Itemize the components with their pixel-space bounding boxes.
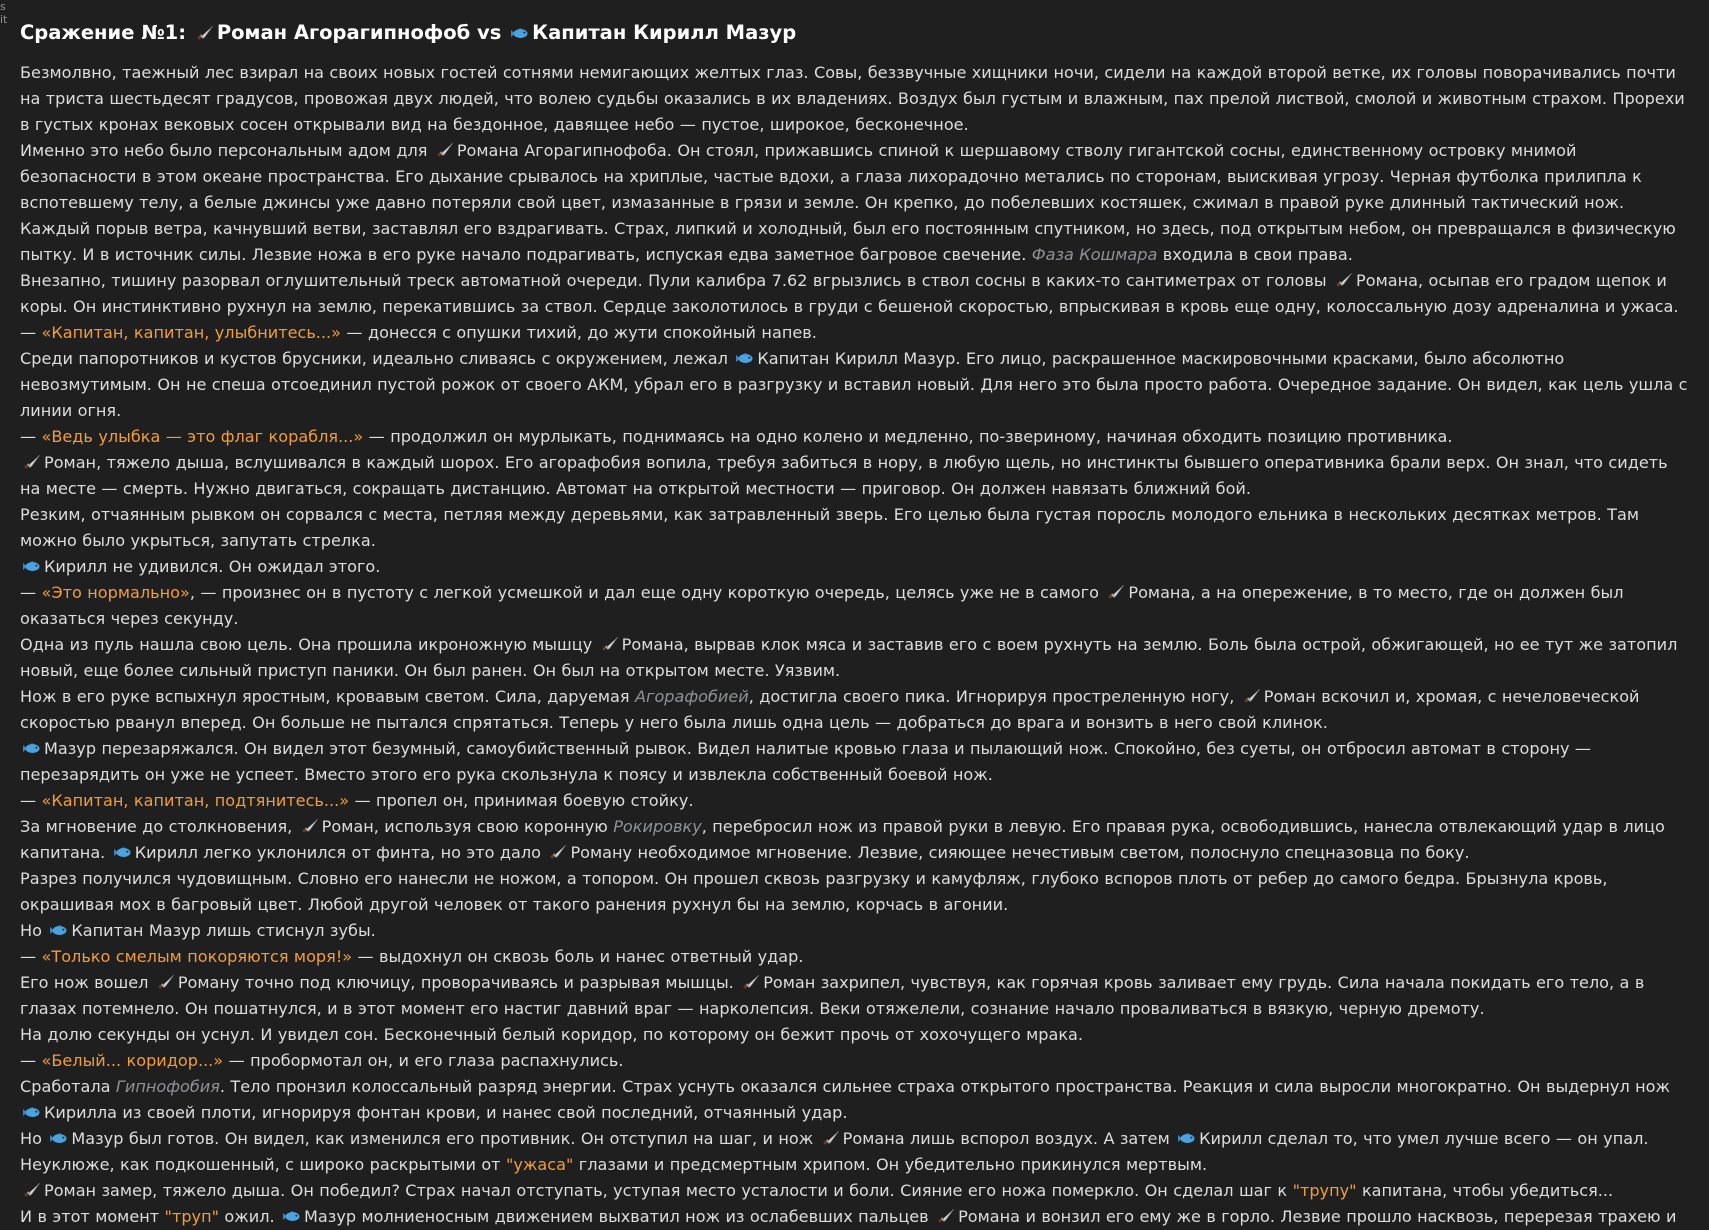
text-run: —: [20, 1051, 42, 1070]
text-run: —: [20, 583, 42, 602]
knife-icon: [821, 1130, 840, 1147]
knife-icon: [600, 636, 619, 653]
text-run: Роман вскочил и, хромая, с нечеловеческой скоростью рванул вперед. Он больше не пытался спрятаться. Теперь у него была лишь одна цель — добраться до врага и вонзить в него свой клинок.: [20, 687, 1640, 732]
knife-icon: [936, 1208, 955, 1225]
ability-term: Гипнофобия: [115, 1077, 220, 1096]
song-quote: «Капитан, капитан, улыбнитесь...»: [41, 323, 342, 342]
text-run: Разрез получился чудовищным. Словно его нанесли не ножом, а топором. Он прошел сквозь разгрузку и камуфляж, глубоко вспоров плоть от ребер до самого бедра. Брызнула кровь, окрашивая мох в багровый цвет. Любой другой человек от такого ранения рухнул бы на землю, корчась в агонии.: [20, 869, 1608, 914]
text-run: , достигла своего пика. Игнорируя простреленную ногу,: [748, 687, 1240, 706]
story-paragraph: [20, 736, 1692, 788]
highlighted-word: "труп": [164, 1207, 219, 1226]
text-run: Романа, а на опережение, в то место, где он должен был оказаться через секунду.: [20, 583, 1624, 628]
text-run: —: [20, 427, 42, 446]
fish-icon: [49, 1130, 68, 1147]
text-run: Капитан Кирилл Мазур. Его лицо, раскрашенное маскировочными красками, было абсолютно невозмутимым. Он не спеша отсоединил пустой рожок от своего АКМ, убрал его в разгрузку и вставил новый. Для него это была просто работа. Очередное задание. Он видел, как цель ушла с линии огня.: [20, 349, 1688, 420]
fish-icon: [282, 1208, 301, 1225]
text-run: —: [20, 947, 42, 966]
story-paragraph: [20, 684, 1692, 736]
text-run: — выдохнул он сквозь боль и нанес ответный удар.: [352, 947, 804, 966]
text-run: Сработала: [20, 1077, 116, 1096]
story-paragraph: [20, 60, 1692, 138]
text-run: Капитан Мазур лишь стиснул зубы.: [71, 921, 376, 940]
text-run: Кирилл не удивился. Он ожидал этого.: [44, 557, 381, 576]
text-run: Кирилла из своей плоти, игнорируя фонтан крови, и нанес свой последний, отчаянный удар.: [44, 1103, 848, 1122]
text-run: Но: [20, 921, 48, 940]
song-quote: «Это нормально»: [41, 583, 190, 602]
text-run: Романа, осыпав его градом щепок и коры. Он инстинктивно рухнул на землю, перекатившись за ствол. Сердце заколотилось в груди с бешеной скоростью, впрыскивая в кровь еще одну, колоссальную дозу адреналина и ужаса.: [20, 271, 1679, 316]
fish-icon: [22, 740, 41, 757]
text-run: Нож в его руке вспыхнул яростным, кровавым светом. Сила, даруемая: [20, 687, 635, 706]
song-quote: «Капитан, капитан, подтянитесь...»: [41, 791, 350, 810]
fish-icon: [22, 558, 41, 575]
text-run: —: [20, 791, 42, 810]
knife-icon: [1334, 272, 1353, 289]
text-run: , перебросил нож из правой руки в левую. Его правая рука, освободившись, нанесла отвлекающий удар в лицо капитана.: [20, 817, 1665, 862]
text-run: За мгновение до столкновения,: [20, 817, 298, 836]
story-paragraph: [20, 554, 1692, 580]
fish-icon: [1177, 1130, 1196, 1147]
story-paragraph: [20, 944, 1692, 970]
text-run: — продолжил он мурлыкать, поднимаясь на одно колено и медленно, по-звериному, начиная обходить позицию противника.: [363, 427, 1453, 446]
story-paragraph: [20, 1178, 1692, 1204]
story-paragraph: [20, 788, 1692, 814]
story-paragraph: [20, 320, 1692, 346]
text-run: Роман, тяжело дыша, вслушивался в каждый шорох. Его агорафобия вопила, требуя забиться в нору, в любую щель, но инстинкты бывшего оперативника брали верх. Он знал, что сидеть на месте — смерть. Нужно двигаться, сокращать дистанцию. Автомат на открытой местности — приговор. Он должен навязать ближний бой.: [20, 453, 1668, 498]
story-paragraph: [20, 450, 1692, 502]
text-run: Роман замер, тяжело дыша. Он победил? Страх начал отступать, уступая место усталости и боли. Сияние его ножа померкло. Он сделал шаг к: [44, 1181, 1293, 1200]
text-run: Среди папоротников и кустов брусники, идеально сливаясь с окружением, лежал: [20, 349, 734, 368]
text-run: — донесся с опушки тихий, до жути спокойный напев.: [341, 323, 817, 342]
text-run: Сражение №1:: [20, 21, 193, 44]
text-run: Кирилл легко уклонился от финта, но это дало: [134, 843, 547, 862]
song-quote: «Только смелым покоряются моря!»: [41, 947, 353, 966]
story-paragraph: [20, 346, 1692, 424]
story-paragraph: [20, 424, 1692, 450]
story-paragraph: [20, 1074, 1692, 1126]
knife-icon: [22, 1182, 41, 1199]
text-run: Романа лишь вспорол воздух. А затем: [842, 1129, 1176, 1148]
text-run: , — произнес он в пустоту с легкой усмешкой и дал еще одну короткую очередь, целясь уже не в самого: [189, 583, 1105, 602]
text-run: Резким, отчаянным рывком он сорвался с места, петляя между деревьями, как затравленный зверь. Его целью была густая поросль молодого ельника в нескольких десятках метров. Там можно было укрыться, запутать стрелка.: [20, 505, 1639, 550]
text-run: Капитан Кирилл Мазур: [532, 21, 797, 44]
story-paragraph: [20, 970, 1692, 1022]
text-run: ожил.: [219, 1207, 281, 1226]
knife-icon: [1242, 688, 1261, 705]
text-run: Кирилл сделал то, что умел лучше всего — он упал. Неуклюже, как подкошенный, с широко раскрытыми от: [20, 1129, 1649, 1174]
song-quote: «Белый... коридор...»: [41, 1051, 224, 1070]
ability-term: Агорафобией: [634, 687, 749, 706]
text-run: капитана, чтобы убедиться...: [1356, 1181, 1614, 1200]
text-run: Именно это небо было персональным адом для: [20, 141, 433, 160]
story-body: [20, 60, 1692, 1230]
text-run: — пропел он, принимая боевую стойку.: [349, 791, 694, 810]
text-run: входила в свои права.: [1157, 245, 1353, 264]
story-paragraph: [20, 1204, 1692, 1230]
knife-icon: [195, 25, 214, 42]
story-paragraph: [20, 268, 1692, 320]
text-run: Его нож вошел: [20, 973, 154, 992]
text-run: Одна из пуль нашла свою цель. Она прошила икроножную мышцу: [20, 635, 598, 654]
song-quote: «Ведь улыбка — это флаг корабля...»: [41, 427, 364, 446]
text-run: глазами и предсмертным хрипом. Он убедительно прикинулся мертвым.: [573, 1155, 1208, 1174]
page-title: [20, 18, 1692, 48]
story-paragraph: [20, 1126, 1692, 1178]
text-run: Роман Агорагипнофоб vs: [216, 21, 509, 44]
story-paragraph: [20, 580, 1692, 632]
ability-term: Фаза Кошмара: [1031, 245, 1158, 264]
fish-icon: [22, 1104, 41, 1121]
text-run: Романа Агорагипнофоба. Он стоял, прижавшись спиной к шершавому стволу гигантской сосны, единственному островку мнимой безопасности в этом океане пространства. Его дыхание срывалось на хриплые, частые вдохи, а глаза лихорадочно метались по сторонам, выискивая угрозу. Черная футболка прилипла к вспотевшему телу, а белые джинсы уже давно потеряли свой цвет, измазанные в грязи и земле. Он крепко, до побелевших костяшек, сжимал в правой руке длинный тактический нож. Каждый порыв ветра, качнувший ветви, заставлял его вздрагивать. Страх, липкий и холодный, был его постоянным спутником, но здесь, под открытым небом, он превращался в физическую пытку. И в источник силы. Лезвие ножа в его руке начало подрагивать, испуская едва заметное багровое свечение.: [20, 141, 1676, 264]
ability-term: Рокировку: [613, 817, 702, 836]
text-run: Внезапно, тишину разорвал оглушительный треск автоматной очереди. Пули калибра 7.62 вгрызлись в ствол сосны в каких-то сантиметрах от головы: [20, 271, 1333, 290]
highlighted-word: "ужаса": [505, 1155, 574, 1174]
text-run: —: [20, 323, 42, 342]
text-run: И в этот момент: [20, 1207, 165, 1226]
story-paragraph: [20, 814, 1692, 866]
text-run: Безмолвно, таежный лес взирал на своих новых гостей сотнями немигающих желтых глаз. Совы, беззвучные хищники ночи, сидели на каждой второй ветке, их головы поворачивались почти на триста шестьдесят градусов, провожая двух людей, что волею судьбы оказались в их владениях. Воздух был густым и влажным, пах прелой листвой, смолой и животным страхом. Прорехи в густых кронах вековых сосен открывали вид на бездонное, давящее небо — пустое, широкое, бесконечное.: [20, 63, 1685, 134]
knife-icon: [741, 974, 760, 991]
text-run: Мазур молниеносным движением выхватил нож из ослабевших пальцев: [304, 1207, 935, 1226]
knife-icon: [548, 844, 567, 861]
story-paragraph: [20, 918, 1692, 944]
knife-icon: [156, 974, 175, 991]
story-paragraph: [20, 1022, 1692, 1048]
story-paragraph: [20, 502, 1692, 554]
highlighted-word: "трупу": [1292, 1181, 1357, 1200]
fish-icon: [735, 350, 754, 367]
text-run: Но: [20, 1129, 48, 1148]
text-run: Роману необходимое мгновение. Лезвие, сияющее нечестивым светом, полоснуло спецназовца по боку.: [570, 843, 1470, 862]
text-run: Мазур был готов. Он видел, как изменился его противник. Он отступил на шаг, и нож: [71, 1129, 819, 1148]
text-run: Романа и вонзил его ему же в горло. Лезвие прошло насквозь, перерезая трахею и: [958, 1207, 1677, 1226]
text-run: — пробормотал он, и его глаза распахнулись.: [223, 1051, 624, 1070]
text-run: Роман захрипел, чувствуя, как горячая кровь заливает ему грудь. Сила начала покидать его тело, а в глазах потемнело. Он пошатнулся, и в этот момент его настиг давний враг — нарколепсия. Веки отяжелели, сознание начало проваливаться в вязкую, черную дремоту.: [20, 973, 1645, 1018]
fish-icon: [49, 922, 68, 939]
text-run: Роман, используя свою коронную: [321, 817, 614, 836]
battle-article: [20, 18, 1692, 1230]
story-paragraph: [20, 1048, 1692, 1074]
knife-icon: [300, 818, 319, 835]
knife-icon: [435, 142, 454, 159]
story-paragraph: [20, 138, 1692, 268]
text-run: На долю секунды он уснул. И увидел сон. Бесконечный белый коридор, по которому он бежит прочь от хохочущего мрака.: [20, 1025, 1084, 1044]
knife-icon: [22, 454, 41, 471]
fish-icon: [510, 25, 529, 42]
story-paragraph: [20, 632, 1692, 684]
text-run: . Тело пронзил колоссальный разряд энергии. Страх уснуть оказался сильнее страха открытого пространства. Реакция и сила выросли многократно. Он выдернул нож: [219, 1077, 1671, 1096]
fish-icon: [113, 844, 132, 861]
text-run: Мазур перезаряжался. Он видел этот безумный, самоубийственный рывок. Видел налитые кровью глаза и пылающий нож. Спокойно, без суеты, он отбросил автомат в сторону — перезарядить он уже не успеет. Вместо этого его рука скользнула к поясу и извлекла собственный боевой нож.: [20, 739, 1592, 784]
text-run: Роману точно под ключицу, проворачиваясь и разрывая мышцы.: [177, 973, 740, 992]
story-paragraph: [20, 866, 1692, 918]
clipped-edge-text: s it: [0, 0, 8, 26]
text-run: Романа, вырвав клок мяса и заставив его с воем рухнуть на землю. Боль была острой, обжигающей, но ее тут же затопил новый, еще более сильный приступ паники. Он был ранен. Он был на открытом месте. Уязвим.: [20, 635, 1678, 680]
knife-icon: [1106, 584, 1125, 601]
